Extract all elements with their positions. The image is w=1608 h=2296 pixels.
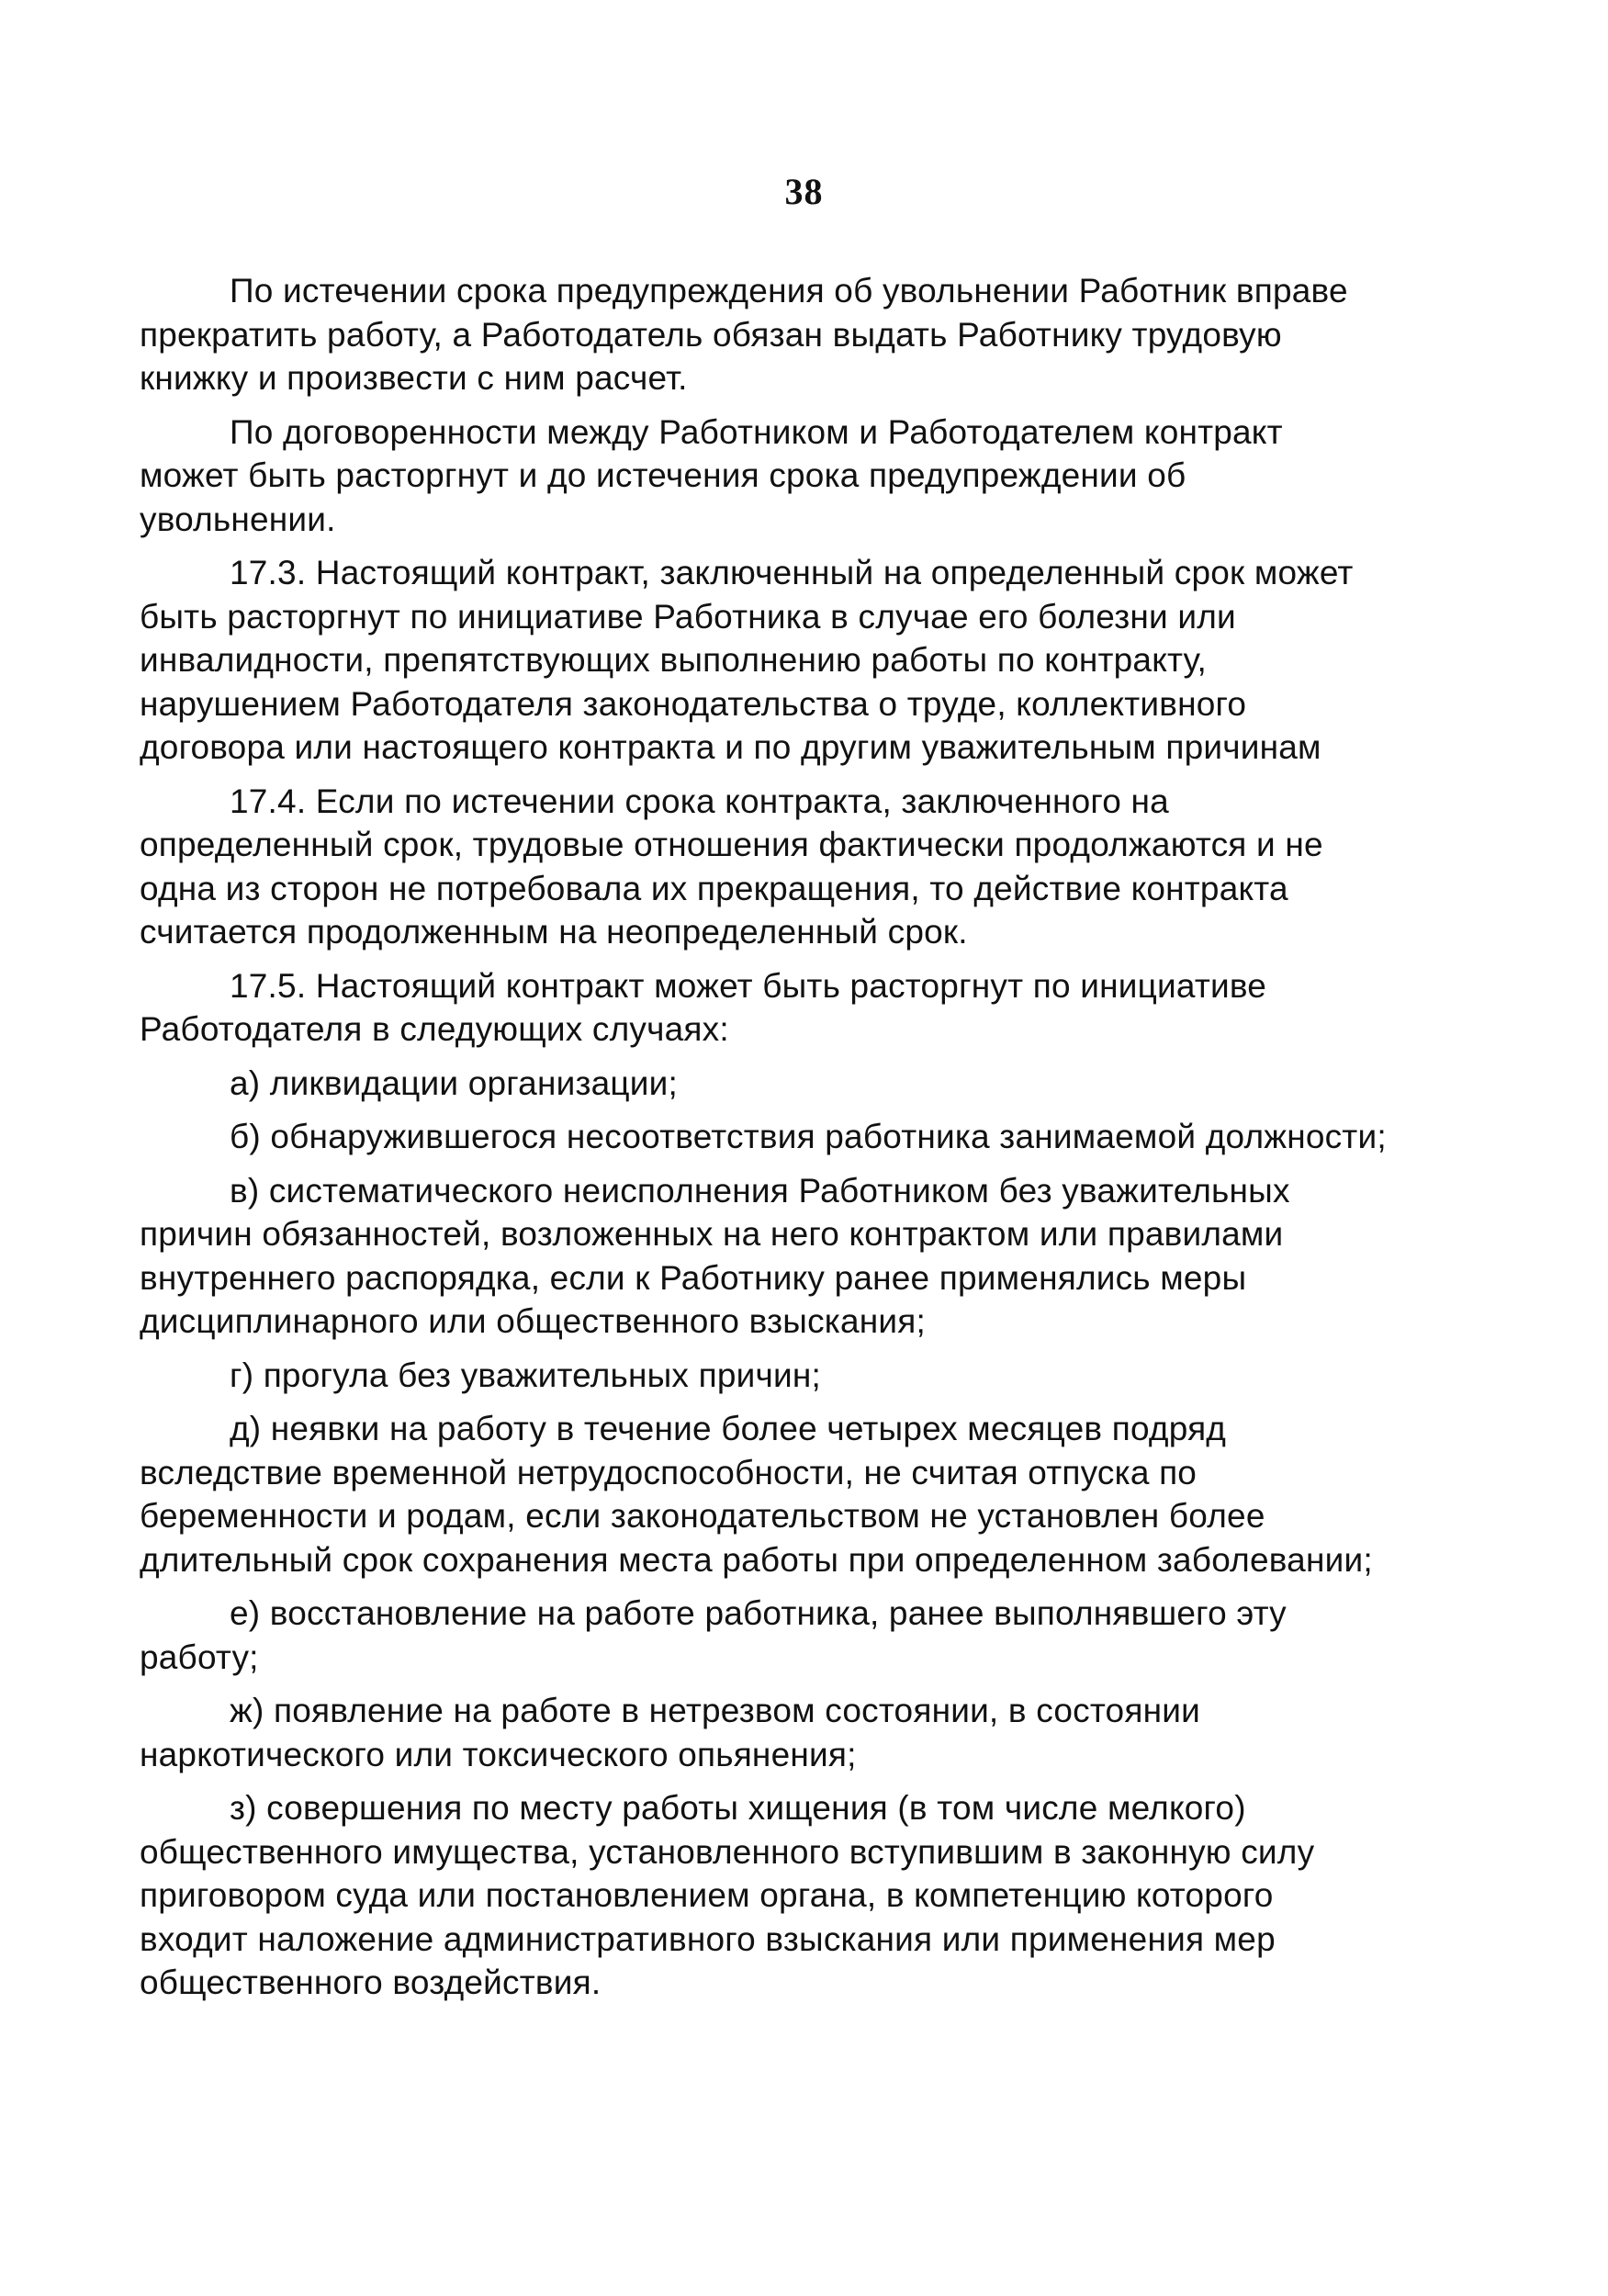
document-body [140,269,1389,2015]
list-item-g: г) прогула без уважительных причин; [230,1356,821,1394]
list-item-v: в) систематического неисполнения Работником без уважительных причин обязанностей, возложенных на него контрактом или правилами внутреннего распорядка, если к Работнику ранее применялись меры дисциплинарного или общественного взыскания; [140,1171,1290,1340]
paragraph-mutual-agreement: По договоренности между Работником и Работодателем контракт может быть расторгнут и до истечения срока предупреждении об увольнении. [140,412,1283,538]
list-item-a: а) ликвидации организации; [230,1064,678,1102]
list-item-e: е) восстановление на работе работника, ранее выполнявшего эту работу; [140,1594,1287,1676]
list-item-d: д) неявки на работу в течение более четырех месяцев подряд вследствие временной нетрудоспособности, не считая отпуска по беременности и родам, если законодательством не установлен более длительный срок сохранения места работы при определенном заболевании; [140,1410,1373,1579]
paragraph-17-4: 17.4. Если по истечении срока контракта, заключенного на определенный срок, трудовые отношения фактически продолжаются и не одна из сторон не потребовала их прекращения, то действие контракта считается продолженным на неопределенный срок. [140,782,1323,951]
paragraph-17-5: 17.5. Настоящий контракт может быть расторгнут по инициативе Работодателя в следующих случаях: [140,966,1267,1048]
list-item-b: б) обнаружившегося несоответствия работника занимаемой должности; [230,1118,1387,1155]
page-number: 38 [784,171,824,212]
paragraph-17-3: 17.3. Настоящий контракт, заключенный на определенный срок может быть расторгнут по инициативе Работника в случае его болезни или инвалидности, препятствующих выполнению работы по контракту, нарушением Работодателя законодательства о труде, коллективного договора или настоящего контракта и по другим уважительным причинам [140,554,1354,766]
list-item-z: з) совершения по месту работы хищения (в том числе мелкого) общественного имущества, установленного вступившим в законную силу приговором суда или постановлением органа, в компетенцию которого входит наложение административного взыскания или применения мер общественного воздействия. [140,1789,1315,2001]
list-item-zh: ж) появление на работе в нетрезвом состоянии, в состоянии наркотического или токсического опьянения; [140,1692,1200,1773]
paragraph-warning-period: По истечении срока предупреждения об увольнении Работник вправе прекратить работу, а Работодатель обязан выдать Работнику трудовую книжку и произвести с ним расчет. [140,272,1348,397]
